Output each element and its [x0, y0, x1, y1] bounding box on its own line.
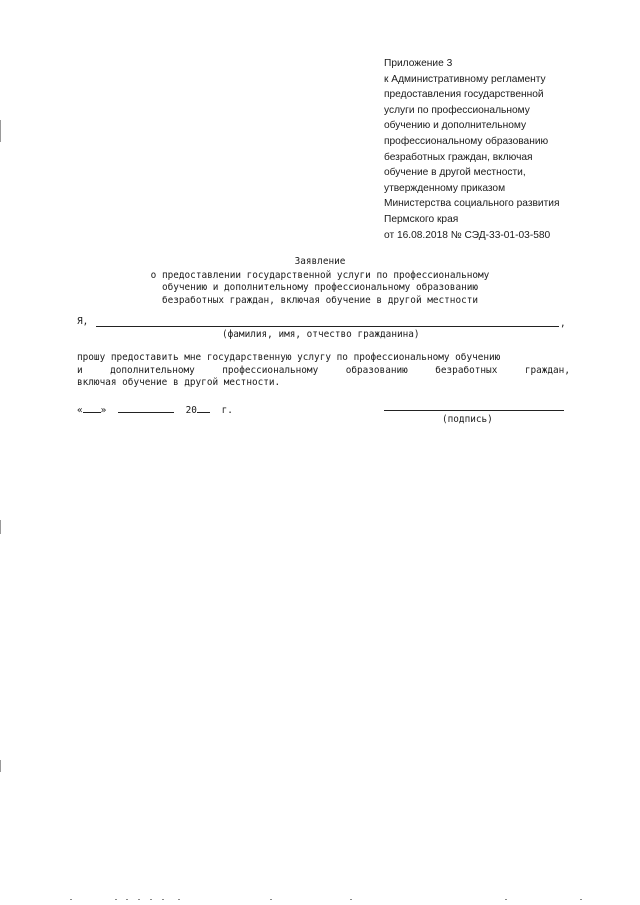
request-word: образованию — [345, 364, 408, 376]
statement-title: Заявление — [294, 256, 346, 267]
request-line-justified — [77, 365, 570, 378]
appendix-line: предоставления государственной — [384, 89, 544, 101]
subject-line: о предоставлении государственной услуги по профессиональному — [150, 270, 490, 281]
year-prefix: 20 — [185, 405, 197, 416]
appendix-line: Министерства социального развития — [384, 198, 560, 210]
subject-line: безработных граждан, включая обучение в другой местности — [161, 294, 479, 306]
request-word: безработных — [435, 364, 498, 376]
appendix-line: утвержденному приказом — [384, 182, 506, 194]
scan-edge-mark — [0, 120, 1, 142]
name-comma: , — [560, 318, 566, 329]
request-word: граждан, — [524, 364, 570, 376]
request-word: дополнительному — [110, 364, 195, 376]
scan-edge-mark — [0, 760, 1, 772]
day-field[interactable] — [83, 403, 101, 413]
subject-line: обучению и дополнительному профессиональному образованию — [161, 282, 479, 294]
appendix-line: безработных граждан, включая — [384, 151, 533, 163]
appendix-line: Приложение 3 — [384, 58, 453, 69]
date-close-quote: » — [100, 405, 107, 416]
name-caption: (фамилия, имя, отчество гражданина) — [222, 329, 420, 340]
statement-subject — [0, 270, 640, 307]
appendix-line: услуги по профессиональному — [384, 104, 530, 116]
appendix-header — [384, 56, 624, 243]
appendix-line: обучение в другой местности, — [384, 167, 526, 179]
signature-caption: (подпись) — [442, 414, 493, 425]
request-paragraph — [77, 352, 570, 390]
full-name-field[interactable] — [96, 326, 559, 327]
appendix-line: обучению и дополнительному — [384, 120, 527, 132]
date-open-quote: « — [77, 405, 83, 416]
request-line: включая обучение в другой местности. — [77, 377, 281, 389]
date-row — [77, 403, 233, 416]
i-label: Я, — [77, 316, 89, 327]
signature-field[interactable] — [384, 410, 564, 411]
scan-edge-mark — [0, 520, 1, 534]
year-suffix: г. — [221, 405, 233, 416]
month-field[interactable] — [118, 403, 174, 413]
request-word: профессиональному — [222, 364, 319, 376]
scan-noise-dots — [0, 898, 640, 901]
appendix-line: Пермского края — [384, 213, 459, 225]
year-field[interactable] — [197, 403, 210, 413]
request-line: прошу предоставить мне государственную услугу по профессиональному обучению — [77, 352, 501, 363]
appendix-line: от 16.08.2018 № СЭД-33-01-03-580 — [384, 229, 551, 241]
request-word: и — [77, 364, 83, 376]
appendix-line: к Административному регламенту — [384, 73, 546, 85]
appendix-line: профессиональному образованию — [384, 135, 549, 147]
